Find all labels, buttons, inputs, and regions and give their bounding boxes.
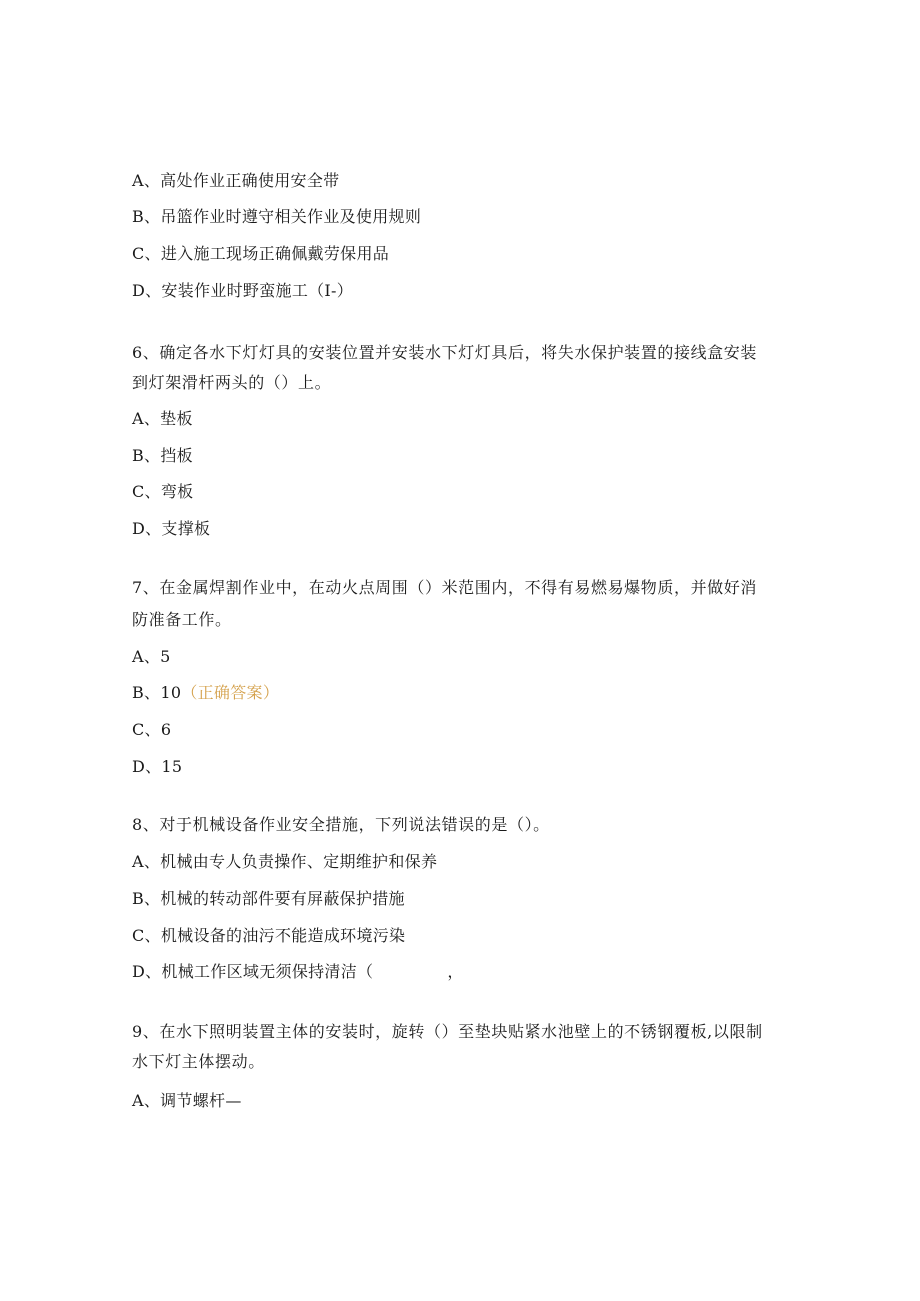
q9-option-a: A、调节螺杆—: [132, 1091, 242, 1110]
q6-option-b: B、挡板: [132, 446, 193, 465]
q7-option-a: A、5: [132, 647, 171, 666]
q6-option-a: A、垫板: [132, 409, 193, 428]
prev-option-a: A、高处作业正确使用安全带: [132, 171, 340, 190]
q7-text-line2: 防准备工作。: [132, 610, 232, 629]
prev-option-b: B、吊篮作业时遵守相关作业及使用规则: [132, 207, 422, 226]
q8-option-c: C、机械设备的油污不能造成环境污染: [132, 926, 406, 945]
q8-option-d-tail: ，: [447, 962, 464, 981]
q8-option-a: A、机械由专人负责操作、定期维护和保养: [132, 852, 438, 871]
q7-option-d: D、15: [132, 757, 183, 776]
prev-option-c: C、进入施工现场正确佩戴劳保用品: [132, 244, 390, 263]
q6-option-c: C、弯板: [132, 482, 194, 501]
q9-text-line2: 水下灯主体摆动。: [132, 1052, 265, 1071]
q7-text-line1: 7、在金属焊割作业中，在动火点周围（）米范围内，不得有易燃易爆物质，并做好消: [132, 578, 757, 597]
q8-option-d: [132, 962, 464, 982]
q6-text-line2: 到灯架滑杆两头的（）上。: [132, 373, 332, 392]
q8-text-line1: 8、对于机械设备作业安全措施，下列说法错误的是（）。: [132, 815, 550, 834]
q8-option-d-text: D、机械工作区域无须保持清洁（: [132, 962, 374, 981]
prev-option-d: D、安装作业时野蛮施工（I-）: [132, 281, 354, 300]
q6-option-d: D、支撑板: [132, 519, 211, 538]
q8-option-b: B、机械的转动部件要有屏蔽保护措施: [132, 889, 405, 908]
q7-option-b: [132, 683, 279, 703]
q7-option-b-text: B、10: [132, 683, 182, 702]
q7-option-c: C、6: [132, 720, 172, 739]
q6-text-line1: 6、确定各水下灯灯具的安装位置并安装水下灯灯具后，将失水保护装置的接线盒安装: [132, 343, 757, 362]
q9-text-line1: 9、在水下照明装置主体的安装时，旋转（）至垫块贴紧水池壁上的不锈钢覆板,以限制: [132, 1022, 763, 1041]
correct-answer-mark: （正确答案）: [181, 683, 280, 702]
